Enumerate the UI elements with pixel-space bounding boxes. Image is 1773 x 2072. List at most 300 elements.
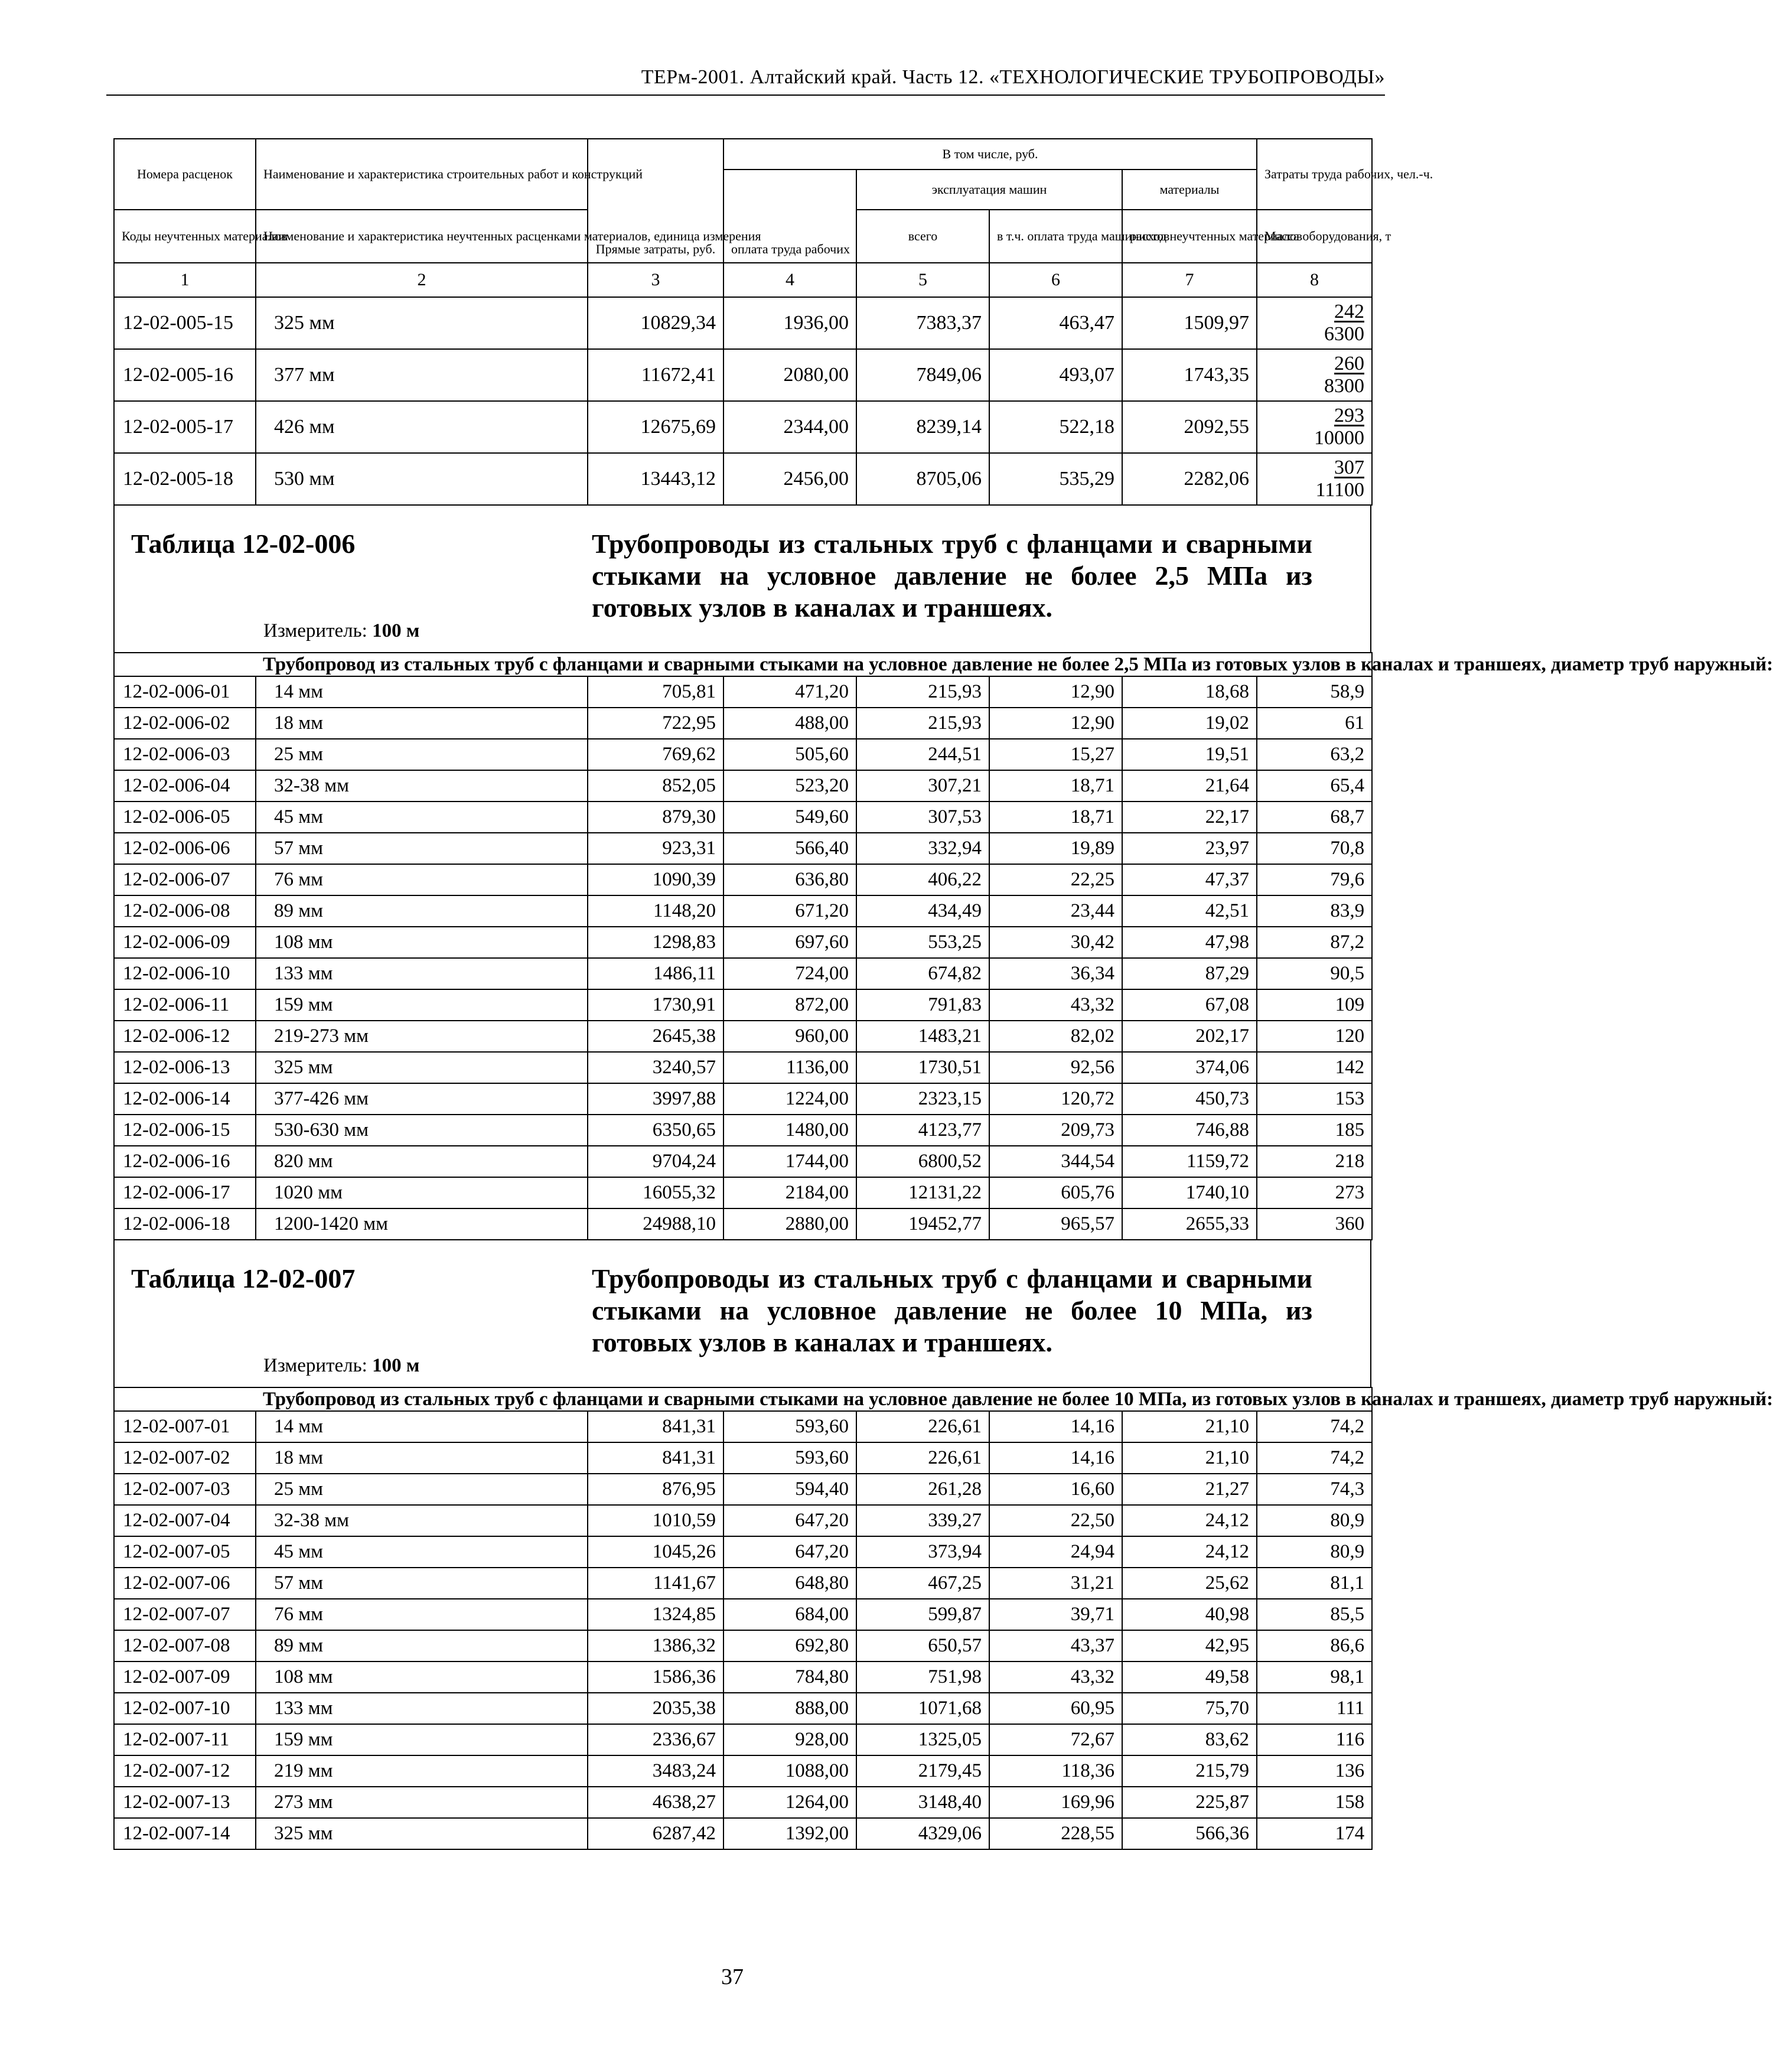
machinist-labor: 19,89 bbox=[989, 833, 1122, 864]
rate-code: 12-02-006-10 bbox=[114, 958, 256, 989]
machinist-labor: 493,07 bbox=[989, 349, 1122, 401]
machinist-labor: 120,72 bbox=[989, 1083, 1122, 1115]
labor-mass-cell bbox=[1257, 297, 1372, 349]
labor-hours: 87,2 bbox=[1257, 927, 1372, 958]
rate-code: 12-02-006-04 bbox=[114, 770, 256, 802]
table-12-02-005-rows bbox=[113, 297, 1373, 506]
table-row bbox=[114, 1146, 1372, 1177]
labor-hours: 61 bbox=[1257, 708, 1372, 739]
table-row bbox=[114, 1177, 1372, 1208]
rates-table bbox=[113, 138, 1773, 1850]
rate-code: 12-02-005-15 bbox=[114, 297, 256, 349]
rate-code: 12-02-005-18 bbox=[114, 453, 256, 505]
header-col7: расход неучтенных материалов bbox=[1122, 210, 1257, 263]
machine-cost: 467,25 bbox=[856, 1568, 989, 1599]
machine-cost: 791,83 bbox=[856, 989, 989, 1021]
table-row bbox=[114, 453, 1372, 505]
material-cost: 374,06 bbox=[1122, 1052, 1257, 1083]
material-cost: 19,02 bbox=[1122, 708, 1257, 739]
rate-code: 12-02-006-17 bbox=[114, 1177, 256, 1208]
rate-name: 108 мм bbox=[256, 1661, 588, 1693]
machine-cost: 12131,22 bbox=[856, 1177, 989, 1208]
rate-code: 12-02-005-16 bbox=[114, 349, 256, 401]
rate-name: 32-38 мм bbox=[256, 770, 588, 802]
direct-cost: 1010,59 bbox=[588, 1505, 723, 1536]
material-cost: 2655,33 bbox=[1122, 1208, 1257, 1240]
rate-code: 12-02-007-12 bbox=[114, 1755, 256, 1787]
material-cost: 24,12 bbox=[1122, 1536, 1257, 1568]
rate-code: 12-02-006-05 bbox=[114, 802, 256, 833]
machinist-labor: 43,32 bbox=[989, 989, 1122, 1021]
machine-cost: 19452,77 bbox=[856, 1208, 989, 1240]
machine-cost: 674,82 bbox=[856, 958, 989, 989]
table-row bbox=[114, 739, 1372, 770]
labor-hours: 74,3 bbox=[1257, 1474, 1372, 1505]
labor-hours: 86,6 bbox=[1257, 1630, 1372, 1661]
labor-cost: 1136,00 bbox=[723, 1052, 856, 1083]
header-machines: эксплуатация машин bbox=[856, 170, 1122, 210]
machinist-labor: 18,71 bbox=[989, 770, 1122, 802]
labor-hours: 74,2 bbox=[1257, 1442, 1372, 1474]
rate-code: 12-02-006-06 bbox=[114, 833, 256, 864]
group-row bbox=[114, 653, 1372, 676]
rate-name: 18 мм bbox=[256, 1442, 588, 1474]
labor-hours: 116 bbox=[1257, 1724, 1372, 1755]
table-row bbox=[114, 1661, 1372, 1693]
machinist-labor: 228,55 bbox=[989, 1818, 1122, 1849]
rate-name: 18 мм bbox=[256, 708, 588, 739]
labor-cost: 594,40 bbox=[723, 1474, 856, 1505]
labor-cost: 2456,00 bbox=[723, 453, 856, 505]
material-cost: 21,64 bbox=[1122, 770, 1257, 802]
rate-code: 12-02-007-02 bbox=[114, 1442, 256, 1474]
material-cost: 67,08 bbox=[1122, 989, 1257, 1021]
column-number: 2 bbox=[256, 263, 588, 297]
direct-cost: 1730,91 bbox=[588, 989, 723, 1021]
rate-code: 12-02-007-05 bbox=[114, 1536, 256, 1568]
machinist-labor: 22,50 bbox=[989, 1505, 1122, 1536]
machine-cost: 599,87 bbox=[856, 1599, 989, 1630]
rate-code: 12-02-006-08 bbox=[114, 895, 256, 927]
machinist-labor: 36,34 bbox=[989, 958, 1122, 989]
column-number: 7 bbox=[1122, 263, 1257, 297]
machine-cost: 2179,45 bbox=[856, 1755, 989, 1787]
direct-cost: 6287,42 bbox=[588, 1818, 723, 1849]
machine-cost: 2323,15 bbox=[856, 1083, 989, 1115]
direct-cost: 841,31 bbox=[588, 1411, 723, 1442]
machinist-labor: 14,16 bbox=[989, 1411, 1122, 1442]
rate-code: 12-02-006-02 bbox=[114, 708, 256, 739]
rate-code: 12-02-006-01 bbox=[114, 676, 256, 708]
labor-hours: 260 bbox=[1334, 353, 1364, 374]
labor-hours: 158 bbox=[1257, 1787, 1372, 1818]
unit-of-measure bbox=[263, 1355, 419, 1377]
rate-name: 25 мм bbox=[256, 1474, 588, 1505]
rate-code: 12-02-007-13 bbox=[114, 1787, 256, 1818]
rate-code: 12-02-007-08 bbox=[114, 1630, 256, 1661]
labor-cost: 724,00 bbox=[723, 958, 856, 989]
machinist-labor: 30,42 bbox=[989, 927, 1122, 958]
material-cost: 87,29 bbox=[1122, 958, 1257, 989]
direct-cost: 923,31 bbox=[588, 833, 723, 864]
header-including: В том числе, руб. bbox=[723, 139, 1257, 170]
direct-cost: 841,31 bbox=[588, 1442, 723, 1474]
machinist-labor: 169,96 bbox=[989, 1787, 1122, 1818]
rate-name: 45 мм bbox=[256, 802, 588, 833]
labor-cost: 888,00 bbox=[723, 1693, 856, 1724]
material-cost: 2092,55 bbox=[1122, 401, 1257, 453]
direct-cost: 3483,24 bbox=[588, 1755, 723, 1787]
labor-hours: 80,9 bbox=[1257, 1505, 1372, 1536]
labor-cost: 928,00 bbox=[723, 1724, 856, 1755]
header-rule bbox=[106, 95, 1385, 96]
machine-cost: 434,49 bbox=[856, 895, 989, 927]
labor-hours: 81,1 bbox=[1257, 1568, 1372, 1599]
material-cost: 566,36 bbox=[1122, 1818, 1257, 1849]
rate-code: 12-02-007-06 bbox=[114, 1568, 256, 1599]
material-cost: 21,27 bbox=[1122, 1474, 1257, 1505]
labor-cost: 647,20 bbox=[723, 1536, 856, 1568]
section-007-body bbox=[114, 1411, 1372, 1849]
material-cost: 42,51 bbox=[1122, 895, 1257, 927]
rate-code: 12-02-007-10 bbox=[114, 1693, 256, 1724]
labor-hours: 63,2 bbox=[1257, 739, 1372, 770]
material-cost: 746,88 bbox=[1122, 1115, 1257, 1146]
section-heading-007 bbox=[113, 1239, 1371, 1387]
direct-cost: 2645,38 bbox=[588, 1021, 723, 1052]
machinist-labor: 605,76 bbox=[989, 1177, 1122, 1208]
machinist-labor: 14,16 bbox=[989, 1442, 1122, 1474]
machine-cost: 332,94 bbox=[856, 833, 989, 864]
material-cost: 21,10 bbox=[1122, 1442, 1257, 1474]
table-row bbox=[114, 1568, 1372, 1599]
unit-value: 100 м bbox=[372, 1355, 420, 1376]
material-cost: 24,12 bbox=[1122, 1505, 1257, 1536]
machinist-labor: 965,57 bbox=[989, 1208, 1122, 1240]
direct-cost: 4638,27 bbox=[588, 1787, 723, 1818]
rate-name: 14 мм bbox=[256, 1411, 588, 1442]
rate-name: 325 мм bbox=[256, 297, 588, 349]
column-number: 1 bbox=[114, 263, 256, 297]
material-cost: 18,68 bbox=[1122, 676, 1257, 708]
machine-cost: 1071,68 bbox=[856, 1693, 989, 1724]
material-cost: 1743,35 bbox=[1122, 349, 1257, 401]
direct-cost: 879,30 bbox=[588, 802, 723, 833]
equipment-mass: 10000 bbox=[1314, 427, 1364, 449]
machinist-labor: 31,21 bbox=[989, 1568, 1122, 1599]
labor-hours: 293 bbox=[1334, 405, 1364, 426]
machine-cost: 1730,51 bbox=[856, 1052, 989, 1083]
material-cost: 42,95 bbox=[1122, 1630, 1257, 1661]
labor-cost: 2080,00 bbox=[723, 349, 856, 401]
labor-cost: 647,20 bbox=[723, 1505, 856, 1536]
machine-cost: 261,28 bbox=[856, 1474, 989, 1505]
rate-name: 133 мм bbox=[256, 958, 588, 989]
material-cost: 1740,10 bbox=[1122, 1177, 1257, 1208]
labor-hours: 307 bbox=[1334, 457, 1364, 478]
labor-hours: 136 bbox=[1257, 1755, 1372, 1787]
rate-name: 159 мм bbox=[256, 989, 588, 1021]
table-row bbox=[114, 1724, 1372, 1755]
table-row bbox=[114, 1536, 1372, 1568]
direct-cost: 12675,69 bbox=[588, 401, 723, 453]
machine-cost: 8705,06 bbox=[856, 453, 989, 505]
unit-of-measure bbox=[263, 620, 419, 642]
table-row bbox=[114, 1693, 1372, 1724]
rate-name: 133 мм bbox=[256, 1693, 588, 1724]
direct-cost: 3240,57 bbox=[588, 1052, 723, 1083]
unit-value: 100 м bbox=[372, 620, 420, 641]
labor-hours: 153 bbox=[1257, 1083, 1372, 1115]
running-head: ТЕРм-2001. Алтайский край. Часть 12. «ТЕХНОЛОГИЧЕСКИЕ ТРУБОПРОВОДЫ» bbox=[641, 66, 1385, 88]
labor-cost: 697,60 bbox=[723, 927, 856, 958]
machinist-labor: 463,47 bbox=[989, 297, 1122, 349]
labor-mass-cell bbox=[1257, 349, 1372, 401]
labor-mass-cell bbox=[1257, 453, 1372, 505]
machinist-labor: 39,71 bbox=[989, 1599, 1122, 1630]
direct-cost: 1045,26 bbox=[588, 1536, 723, 1568]
rate-code: 12-02-006-11 bbox=[114, 989, 256, 1021]
table-row bbox=[114, 1755, 1372, 1787]
rate-code: 12-02-006-13 bbox=[114, 1052, 256, 1083]
table-row bbox=[114, 1787, 1372, 1818]
direct-cost: 705,81 bbox=[588, 676, 723, 708]
labor-cost: 872,00 bbox=[723, 989, 856, 1021]
rate-code: 12-02-006-15 bbox=[114, 1115, 256, 1146]
group-description: Трубопровод из стальных труб с фланцами и сварными стыками на условное давление не более 10 МПа, из готовых узлов в каналах и траншеях, диаметр труб наружный: bbox=[256, 1387, 1372, 1411]
column-number: 4 bbox=[723, 263, 856, 297]
machinist-labor: 43,32 bbox=[989, 1661, 1122, 1693]
header-col5: всего bbox=[856, 210, 989, 263]
rate-name: 159 мм bbox=[256, 1724, 588, 1755]
direct-cost: 1141,67 bbox=[588, 1568, 723, 1599]
column-number: 3 bbox=[588, 263, 723, 297]
rate-code: 12-02-005-17 bbox=[114, 401, 256, 453]
header-col3: Прямые затраты, руб. bbox=[588, 139, 723, 263]
machine-cost: 7383,37 bbox=[856, 297, 989, 349]
column-number: 8 bbox=[1257, 263, 1372, 297]
material-cost: 1159,72 bbox=[1122, 1146, 1257, 1177]
labor-cost: 471,20 bbox=[723, 676, 856, 708]
section-label: Таблица 12-02-007 bbox=[131, 1263, 356, 1294]
rate-code: 12-02-007-03 bbox=[114, 1474, 256, 1505]
labor-hours: 70,8 bbox=[1257, 833, 1372, 864]
rate-code: 12-02-006-16 bbox=[114, 1146, 256, 1177]
direct-cost: 1386,32 bbox=[588, 1630, 723, 1661]
rate-name: 820 мм bbox=[256, 1146, 588, 1177]
machinist-labor: 43,37 bbox=[989, 1630, 1122, 1661]
rate-name: 89 мм bbox=[256, 895, 588, 927]
machinist-labor: 24,94 bbox=[989, 1536, 1122, 1568]
table-row bbox=[114, 1474, 1372, 1505]
labor-cost: 1264,00 bbox=[723, 1787, 856, 1818]
machinist-labor: 16,60 bbox=[989, 1474, 1122, 1505]
section-heading-006 bbox=[113, 504, 1371, 652]
unit-label: Измеритель: bbox=[263, 1355, 367, 1376]
rate-code: 12-02-006-09 bbox=[114, 927, 256, 958]
machine-cost: 4329,06 bbox=[856, 1818, 989, 1849]
direct-cost: 24988,10 bbox=[588, 1208, 723, 1240]
machine-cost: 4123,77 bbox=[856, 1115, 989, 1146]
group-description: Трубопровод из стальных труб с фланцами и сварными стыками на условное давление не более 2,5 МПа из готовых узлов в каналах и траншеях, диаметр труб наружный: bbox=[256, 653, 1372, 676]
rate-name: 377-426 мм bbox=[256, 1083, 588, 1115]
labor-hours: 109 bbox=[1257, 989, 1372, 1021]
material-cost: 75,70 bbox=[1122, 1693, 1257, 1724]
direct-cost: 852,05 bbox=[588, 770, 723, 802]
direct-cost: 2336,67 bbox=[588, 1724, 723, 1755]
labor-hours: 360 bbox=[1257, 1208, 1372, 1240]
rate-name: 530-630 мм bbox=[256, 1115, 588, 1146]
labor-hours: 142 bbox=[1257, 1052, 1372, 1083]
material-cost: 19,51 bbox=[1122, 739, 1257, 770]
machinist-labor: 18,71 bbox=[989, 802, 1122, 833]
machine-cost: 553,25 bbox=[856, 927, 989, 958]
rate-code: 12-02-007-09 bbox=[114, 1661, 256, 1693]
material-cost: 1509,97 bbox=[1122, 297, 1257, 349]
labor-cost: 2344,00 bbox=[723, 401, 856, 453]
labor-cost: 692,80 bbox=[723, 1630, 856, 1661]
labor-hours: 120 bbox=[1257, 1021, 1372, 1052]
column-number: 6 bbox=[989, 263, 1122, 297]
machinist-labor: 535,29 bbox=[989, 453, 1122, 505]
rate-code: 12-02-007-11 bbox=[114, 1724, 256, 1755]
direct-cost: 13443,12 bbox=[588, 453, 723, 505]
labor-hours: 85,5 bbox=[1257, 1599, 1372, 1630]
table-row bbox=[114, 401, 1372, 453]
direct-cost: 9704,24 bbox=[588, 1146, 723, 1177]
labor-cost: 1744,00 bbox=[723, 1146, 856, 1177]
rate-name: 219-273 мм bbox=[256, 1021, 588, 1052]
machinist-labor: 72,67 bbox=[989, 1724, 1122, 1755]
labor-hours: 218 bbox=[1257, 1146, 1372, 1177]
labor-cost: 648,80 bbox=[723, 1568, 856, 1599]
direct-cost: 1486,11 bbox=[588, 958, 723, 989]
material-cost: 215,79 bbox=[1122, 1755, 1257, 1787]
rate-code: 12-02-007-07 bbox=[114, 1599, 256, 1630]
material-cost: 225,87 bbox=[1122, 1787, 1257, 1818]
section-title: Трубопроводы из стальных труб с фланцами и сварными стыками на условное давление не более 10 МПа, из готовых узлов в каналах и траншеях. bbox=[592, 1263, 1312, 1357]
header-col1-top: Номера расценок bbox=[114, 139, 256, 210]
table-row bbox=[114, 958, 1372, 989]
rate-code: 12-02-007-04 bbox=[114, 1505, 256, 1536]
rate-name: 377 мм bbox=[256, 349, 588, 401]
machine-cost: 215,93 bbox=[856, 676, 989, 708]
table-row bbox=[114, 708, 1372, 739]
labor-hours: 185 bbox=[1257, 1115, 1372, 1146]
labor-cost: 960,00 bbox=[723, 1021, 856, 1052]
labor-hours: 83,9 bbox=[1257, 895, 1372, 927]
equipment-mass: 8300 bbox=[1324, 375, 1364, 397]
labor-cost: 1088,00 bbox=[723, 1755, 856, 1787]
labor-hours: 242 bbox=[1334, 301, 1364, 322]
direct-cost: 1090,39 bbox=[588, 864, 723, 895]
section-label: Таблица 12-02-006 bbox=[131, 529, 356, 559]
rate-name: 426 мм bbox=[256, 401, 588, 453]
material-cost: 40,98 bbox=[1122, 1599, 1257, 1630]
rate-name: 1020 мм bbox=[256, 1177, 588, 1208]
header-col2-bottom: Наименование и характеристика неучтенных расценками материалов, единица измерения bbox=[256, 210, 588, 263]
rate-name: 57 мм bbox=[256, 833, 588, 864]
table-row bbox=[114, 1505, 1372, 1536]
rate-code: 12-02-006-03 bbox=[114, 739, 256, 770]
direct-cost: 1586,36 bbox=[588, 1661, 723, 1693]
labor-hours: 68,7 bbox=[1257, 802, 1372, 833]
direct-cost: 1148,20 bbox=[588, 895, 723, 927]
machinist-labor: 60,95 bbox=[989, 1693, 1122, 1724]
table-row bbox=[114, 1818, 1372, 1849]
rate-code: 12-02-006-12 bbox=[114, 1021, 256, 1052]
rate-code: 12-02-006-18 bbox=[114, 1208, 256, 1240]
labor-cost: 523,20 bbox=[723, 770, 856, 802]
header-col8-top: Затраты труда рабочих, чел.-ч. bbox=[1257, 139, 1372, 210]
machinist-labor: 92,56 bbox=[989, 1052, 1122, 1083]
rate-name: 89 мм bbox=[256, 1630, 588, 1661]
material-cost: 47,37 bbox=[1122, 864, 1257, 895]
unit-label: Измеритель: bbox=[263, 620, 367, 641]
machinist-labor: 22,25 bbox=[989, 864, 1122, 895]
rate-name: 325 мм bbox=[256, 1818, 588, 1849]
machinist-labor: 12,90 bbox=[989, 708, 1122, 739]
labor-cost: 488,00 bbox=[723, 708, 856, 739]
machine-cost: 244,51 bbox=[856, 739, 989, 770]
table-row bbox=[114, 864, 1372, 895]
rate-name: 14 мм bbox=[256, 676, 588, 708]
rate-name: 219 мм bbox=[256, 1755, 588, 1787]
material-cost: 25,62 bbox=[1122, 1568, 1257, 1599]
labor-hours: 98,1 bbox=[1257, 1661, 1372, 1693]
table-row bbox=[114, 1052, 1372, 1083]
machine-cost: 8239,14 bbox=[856, 401, 989, 453]
labor-hours: 65,4 bbox=[1257, 770, 1372, 802]
section-006-body bbox=[114, 676, 1372, 1240]
rate-name: 45 мм bbox=[256, 1536, 588, 1568]
equipment-mass: 11100 bbox=[1315, 479, 1364, 501]
machinist-labor: 82,02 bbox=[989, 1021, 1122, 1052]
table-row bbox=[114, 833, 1372, 864]
labor-hours: 80,9 bbox=[1257, 1536, 1372, 1568]
machinist-labor: 344,54 bbox=[989, 1146, 1122, 1177]
rate-code: 12-02-007-01 bbox=[114, 1411, 256, 1442]
material-cost: 2282,06 bbox=[1122, 453, 1257, 505]
machine-cost: 307,21 bbox=[856, 770, 989, 802]
direct-cost: 2035,38 bbox=[588, 1693, 723, 1724]
header-col6: в т.ч. оплата труда машинистов bbox=[989, 210, 1122, 263]
table-row bbox=[114, 770, 1372, 802]
table-row bbox=[114, 802, 1372, 833]
material-cost: 202,17 bbox=[1122, 1021, 1257, 1052]
table-row bbox=[114, 1599, 1372, 1630]
direct-cost: 16055,32 bbox=[588, 1177, 723, 1208]
labor-cost: 1224,00 bbox=[723, 1083, 856, 1115]
labor-cost: 549,60 bbox=[723, 802, 856, 833]
rate-name: 530 мм bbox=[256, 453, 588, 505]
rate-name: 273 мм bbox=[256, 1787, 588, 1818]
table-row bbox=[114, 1208, 1372, 1240]
table-row bbox=[114, 297, 1372, 349]
table-row bbox=[114, 676, 1372, 708]
direct-cost: 1298,83 bbox=[588, 927, 723, 958]
rate-code: 12-02-007-14 bbox=[114, 1818, 256, 1849]
labor-hours: 58,9 bbox=[1257, 676, 1372, 708]
rate-name: 108 мм bbox=[256, 927, 588, 958]
machinist-labor: 118,36 bbox=[989, 1755, 1122, 1787]
header-col1-bottom: Коды неучтенных материалов bbox=[114, 210, 256, 263]
table-row bbox=[114, 989, 1372, 1021]
direct-cost: 3997,88 bbox=[588, 1083, 723, 1115]
header-col8-bottom: Масса оборудования, т bbox=[1257, 210, 1372, 263]
table-12-02-006-rows bbox=[113, 652, 1773, 1240]
labor-mass-cell bbox=[1257, 401, 1372, 453]
